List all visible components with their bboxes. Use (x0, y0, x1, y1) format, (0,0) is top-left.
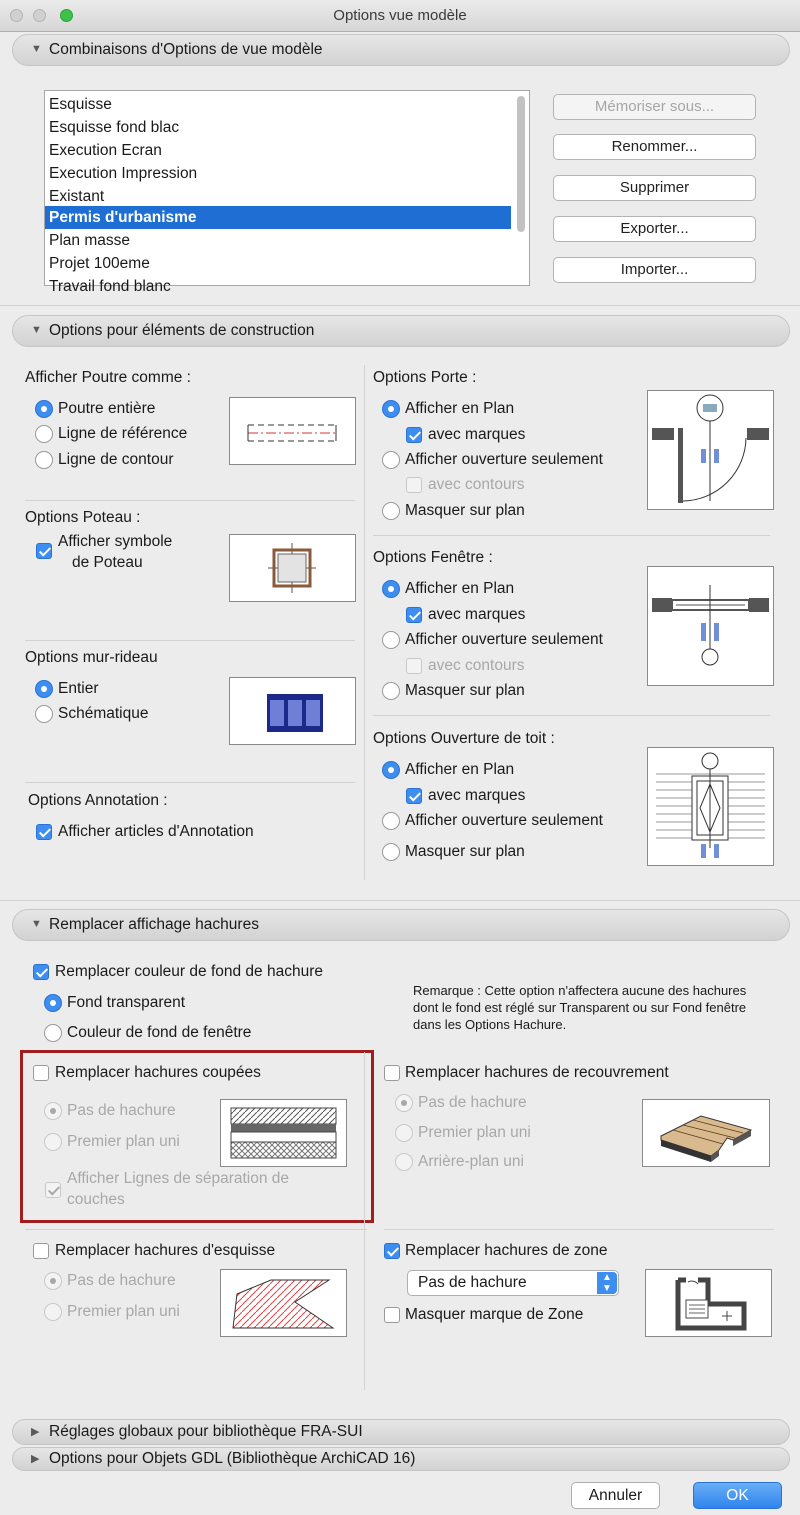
door-hide-label[interactable]: Masquer sur plan (405, 502, 525, 519)
list-item-selected[interactable]: Permis d'urbanisme (45, 206, 511, 229)
beam-full-radio[interactable] (35, 400, 53, 418)
window-hide-label[interactable]: Masquer sur plan (405, 682, 525, 699)
cut-hatch-icon (221, 1100, 346, 1166)
section-library-header[interactable] (12, 1419, 790, 1445)
door-opening-radio[interactable] (382, 451, 400, 469)
curtain-wall-preview (229, 677, 356, 745)
zone-preview (645, 1269, 772, 1337)
disclosure-open-icon: ▼ (31, 43, 42, 55)
sketch-hatch-preview (220, 1269, 347, 1337)
beam-preview (229, 397, 356, 465)
bg-window-color-radio[interactable] (44, 1024, 62, 1042)
beam-contour-label[interactable]: Ligne de contour (58, 451, 174, 468)
bg-transparent-label[interactable]: Fond transparent (67, 994, 186, 1011)
window-opening-radio[interactable] (382, 631, 400, 649)
rename-button[interactable]: Renommer... (553, 134, 756, 160)
cover-solid-fg-label[interactable]: Premier plan uni (418, 1124, 531, 1141)
divider (373, 715, 770, 716)
sketch-no-hatch-label[interactable]: Pas de hachure (67, 1272, 176, 1289)
divider (25, 640, 355, 641)
section-title: Remplacer affichage hachures (49, 916, 259, 933)
zone-hatch-select[interactable] (407, 1270, 619, 1296)
section-construction-header[interactable] (12, 315, 790, 347)
section-combinations-header[interactable] (12, 34, 790, 66)
list-item[interactable]: Travail fond blanc (49, 278, 171, 295)
combinations-list[interactable] (44, 90, 530, 295)
door-hide-radio[interactable] (382, 502, 400, 520)
section-title: Options pour Objets GDL (Bibliothèque ArchiCAD 16) (49, 1450, 416, 1467)
window-contours-label[interactable]: avec contours (428, 657, 525, 674)
window-label: Options Fenêtre : (373, 549, 493, 566)
cover-hatch-preview (642, 1099, 770, 1167)
export-button[interactable]: Exporter... (553, 216, 756, 242)
beam-label: Afficher Poutre comme : (25, 369, 191, 386)
override-bg-checkbox[interactable] (33, 964, 49, 980)
door-contours-label[interactable]: avec contours (428, 476, 525, 493)
section-hatch-header[interactable] (12, 909, 790, 941)
disclosure-open-icon: ▼ (31, 918, 42, 930)
annotation-check-label[interactable]: Afficher articles d'Annotation (58, 823, 254, 840)
column-divider (364, 1052, 365, 1390)
door-opening-label[interactable]: Afficher ouverture seulement (405, 451, 603, 468)
bg-window-color-label[interactable]: Couleur de fond de fenêtre (67, 1024, 252, 1041)
cut-solid-fg-label[interactable]: Premier plan uni (67, 1133, 180, 1150)
list-item[interactable]: Existant (49, 188, 105, 205)
door-plan-label[interactable]: Afficher en Plan (405, 400, 515, 417)
curtain-wall-label: Options mur-rideau (25, 649, 158, 666)
window-opening-label[interactable]: Afficher ouverture seulement (405, 631, 603, 648)
cover-solid-fg-radio[interactable] (395, 1124, 413, 1142)
override-bg-label[interactable]: Remplacer couleur de fond de hachure (55, 963, 323, 980)
list-item[interactable]: Execution Ecran (49, 142, 162, 159)
cover-solid-bg-radio[interactable] (395, 1153, 413, 1171)
section-gdl-header[interactable] (12, 1447, 790, 1471)
cut-layer-lines-label-2[interactable]: couches (67, 1191, 125, 1208)
sketch-solid-fg-radio[interactable] (44, 1303, 62, 1321)
beam-refline-label[interactable]: Ligne de référence (58, 425, 188, 442)
override-cut-checkbox[interactable] (33, 1065, 49, 1081)
curtain-schematic-label[interactable]: Schématique (58, 705, 149, 722)
door-preview (647, 390, 774, 510)
column-symbol-label[interactable]: Afficher symbole (58, 533, 173, 550)
cut-hatch-preview (220, 1099, 347, 1167)
divider (0, 305, 800, 306)
list-item[interactable]: Esquisse fond blac (49, 119, 180, 136)
divider (384, 1229, 774, 1230)
skylight-hide-label[interactable]: Masquer sur plan (405, 843, 525, 860)
column-preview (229, 534, 356, 602)
section-title: Combinaisons d'Options de vue modèle (49, 41, 323, 58)
window-preview-icon (648, 567, 773, 685)
window-preview (647, 566, 774, 686)
cut-layer-lines-label[interactable]: Afficher Lignes de séparation de (67, 1170, 290, 1187)
door-plan-radio[interactable] (382, 400, 400, 418)
column-preview-icon (230, 535, 355, 601)
disclosure-closed-icon: ▶ (31, 1453, 40, 1465)
door-label: Options Porte : (373, 369, 477, 386)
door-marks-checkbox[interactable] (406, 427, 422, 443)
window-title: Options vue modèle (333, 7, 467, 24)
hatch-note: Remarque : Cette option n'affectera aucune des hachures dont le fond est réglé sur Transparent ou sur Fond fenêtre dans les Options Hachure. (413, 983, 747, 1032)
window-marks-checkbox[interactable] (406, 607, 422, 623)
column-symbol-checkbox[interactable] (36, 543, 52, 559)
bg-transparent-radio[interactable] (44, 994, 62, 1012)
zone-preview-icon (646, 1270, 771, 1336)
beam-preview-icon (230, 398, 355, 464)
list-scrollbar[interactable] (517, 96, 525, 232)
ok-button[interactable]: OK (693, 1482, 782, 1509)
cover-solid-bg-label[interactable]: Arrière-plan uni (418, 1153, 524, 1170)
cut-layer-lines-checkbox[interactable] (45, 1182, 61, 1198)
skylight-plan-radio[interactable] (382, 761, 400, 779)
cover-no-hatch-label[interactable]: Pas de hachure (418, 1094, 527, 1111)
curtain-schematic-radio[interactable] (35, 705, 53, 723)
window-marks-label[interactable]: avec marques (428, 606, 526, 623)
list-item[interactable]: Projet 100eme (49, 255, 150, 272)
section-title: Réglages globaux pour bibliothèque FRA-SUI (49, 1423, 363, 1440)
cover-no-hatch-radio[interactable] (395, 1094, 413, 1112)
curtain-wall-icon (230, 678, 355, 744)
curtain-full-radio[interactable] (35, 680, 53, 698)
beam-full-label[interactable]: Poutre entière (58, 400, 156, 417)
cover-hatch-icon (643, 1100, 769, 1166)
list-item[interactable]: Esquisse (49, 96, 112, 113)
annotation-checkbox[interactable] (36, 824, 52, 840)
skylight-marks-label[interactable]: avec marques (428, 787, 526, 804)
skylight-preview-icon (648, 748, 773, 865)
zone-hatch-select-value: Pas de hachure (418, 1274, 527, 1291)
window-plan-radio[interactable] (382, 580, 400, 598)
cut-solid-fg-radio[interactable] (44, 1133, 62, 1151)
column-divider (364, 365, 365, 880)
list-item[interactable]: Plan masse (49, 232, 130, 249)
door-marks-label[interactable]: avec marques (428, 426, 526, 443)
door-contours-checkbox[interactable] (406, 477, 422, 493)
override-cover-checkbox[interactable] (384, 1065, 400, 1081)
override-zone-checkbox[interactable] (384, 1243, 400, 1259)
save-as-button[interactable]: Mémoriser sous... (553, 94, 756, 120)
skylight-hide-radio[interactable] (382, 843, 400, 861)
hide-zone-stamp-label[interactable]: Masquer marque de Zone (405, 1306, 584, 1323)
sketch-hatch-icon (221, 1270, 346, 1336)
override-sketch-label[interactable]: Remplacer hachures d'esquisse (55, 1242, 276, 1259)
curtain-full-label[interactable]: Entier (58, 680, 99, 697)
cancel-button[interactable]: Annuler (571, 1482, 660, 1509)
divider (25, 782, 355, 783)
override-cut-label[interactable]: Remplacer hachures coupées (55, 1064, 261, 1081)
skylight-opening-radio[interactable] (382, 812, 400, 830)
divider (25, 1229, 367, 1230)
delete-button[interactable]: Supprimer (553, 175, 756, 201)
override-sketch-checkbox[interactable] (33, 1243, 49, 1259)
window-plan-label[interactable]: Afficher en Plan (405, 580, 515, 597)
column-symbol-label-2[interactable]: de Poteau (72, 554, 143, 571)
disclosure-open-icon: ▼ (31, 324, 42, 336)
sketch-no-hatch-radio[interactable] (44, 1272, 62, 1290)
divider (0, 900, 800, 901)
import-button[interactable]: Importer... (553, 257, 756, 283)
skylight-marks-checkbox[interactable] (406, 788, 422, 804)
section-title: Options pour éléments de construction (49, 322, 315, 339)
skylight-plan-label[interactable]: Afficher en Plan (405, 761, 515, 778)
door-preview-icon (648, 391, 773, 509)
window-hide-radio[interactable] (382, 682, 400, 700)
hide-zone-stamp-checkbox[interactable] (384, 1307, 400, 1323)
skylight-opening-label[interactable]: Afficher ouverture seulement (405, 812, 603, 829)
skylight-label: Options Ouverture de toit : (373, 730, 555, 747)
list-item[interactable]: Execution Impression (49, 165, 198, 182)
sketch-solid-fg-label[interactable]: Premier plan uni (67, 1303, 180, 1320)
beam-contour-radio[interactable] (35, 451, 53, 469)
window-contours-checkbox[interactable] (406, 658, 422, 674)
skylight-preview (647, 747, 774, 866)
updown-chevron-icon: ▲ ▼ (597, 1272, 617, 1294)
cut-no-hatch-radio[interactable] (44, 1102, 62, 1120)
cut-no-hatch-label[interactable]: Pas de hachure (67, 1102, 176, 1119)
beam-refline-radio[interactable] (35, 425, 53, 443)
override-zone-label[interactable]: Remplacer hachures de zone (405, 1242, 608, 1259)
title-bar (0, 0, 800, 32)
override-cover-label[interactable]: Remplacer hachures de recouvrement (405, 1064, 669, 1081)
annotation-label: Options Annotation : (28, 792, 168, 809)
column-label: Options Poteau : (25, 509, 141, 526)
disclosure-closed-icon: ▶ (31, 1426, 40, 1438)
divider (25, 500, 355, 501)
divider (373, 535, 770, 536)
